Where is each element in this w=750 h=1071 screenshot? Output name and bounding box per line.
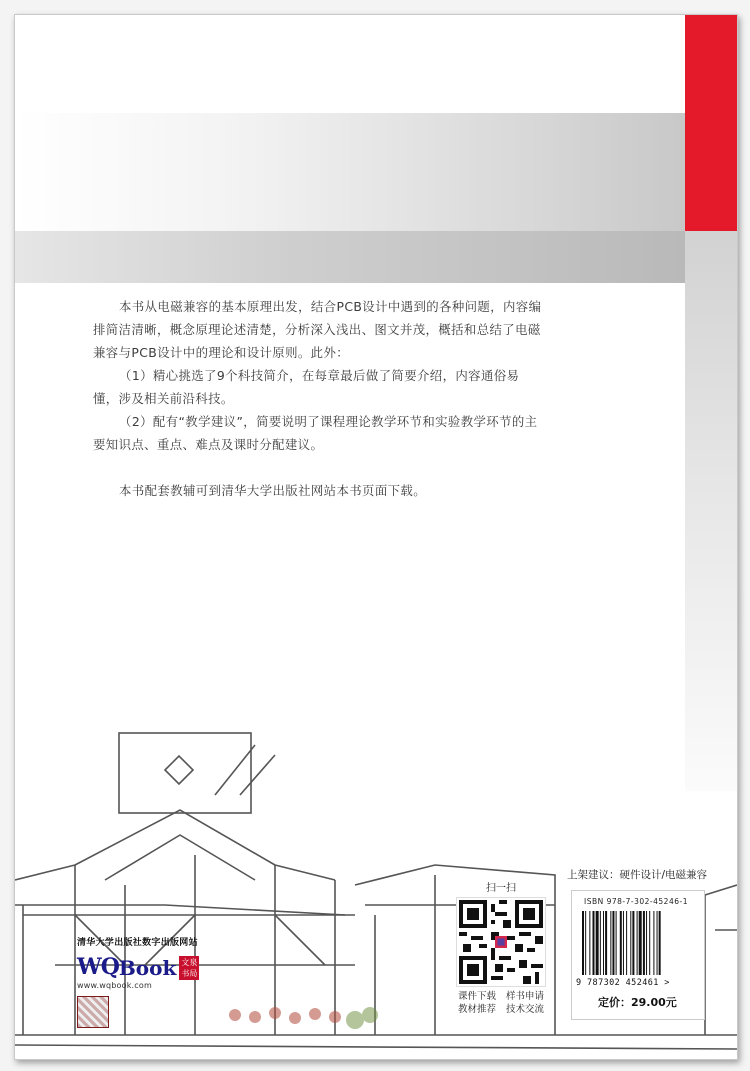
shelf-suggestion: 上架建议：硬件设计/电磁兼容 bbox=[567, 869, 708, 881]
publisher-block bbox=[77, 935, 237, 1028]
dark-gray-band bbox=[15, 231, 685, 283]
book-price: 定价：29.00元 bbox=[598, 996, 677, 1009]
logo-book-text: Book bbox=[118, 956, 177, 980]
barcode-digits: 9 787302 452461 > bbox=[576, 978, 670, 988]
description-paragraph-feature-2: （2）配有“教学建议”，简要说明了课程理论教学环节和实验教学环节的主要知识点、重点、难点及课时分配建议。 bbox=[93, 414, 538, 452]
description-paragraph-download: 本书配套教辅可到清华大学出版社网站本书页面下载。 bbox=[119, 483, 427, 498]
qr-labels bbox=[455, 990, 547, 1016]
qr-title: 扫一扫 bbox=[486, 883, 516, 894]
publisher-site-name: 清华大学出版社数字出版网站 bbox=[77, 938, 198, 948]
gray-gradient-band bbox=[15, 113, 685, 231]
description-paragraph-intro: 本书从电磁兼容的基本原理出发，结合PCB设计中遇到的各种问题，内容编排简洁清晰，概念原理论述清楚，分析深入浅出、图文并茂，概括和总结了电磁兼容与PCB设计中的理论和设计原则。此外： bbox=[93, 299, 542, 360]
publisher-url: www.wqbook.com bbox=[77, 981, 152, 990]
red-accent-bar bbox=[685, 15, 737, 231]
qr-label-left bbox=[455, 990, 499, 1016]
qr-label-courseware: 课件下载 bbox=[457, 991, 496, 1002]
qr-code-graphic bbox=[459, 900, 543, 984]
barcode-icon bbox=[582, 911, 694, 975]
isbn-number: ISBN 978-7-302-45246-1 bbox=[584, 897, 688, 906]
logo-stamp-line-2: 书局 bbox=[181, 969, 198, 978]
logo-wq-text: WQ bbox=[77, 954, 119, 980]
description-paragraph-feature-1: （1）精心挑选了9个科技简介，在每章最后做了简要介绍，内容通俗易懂，涉及相关前沿科技。 bbox=[93, 368, 520, 406]
qr-label-tech: 技术交流 bbox=[505, 1004, 544, 1015]
wqbook-logo bbox=[77, 954, 237, 980]
qr-label-sample: 样书申请 bbox=[505, 991, 544, 1002]
book-description bbox=[93, 295, 543, 502]
qr-label-right bbox=[503, 990, 547, 1016]
publisher-emblem-icon bbox=[77, 996, 109, 1028]
right-gradient-strip bbox=[685, 231, 737, 791]
qr-code-icon[interactable] bbox=[457, 898, 545, 986]
book-back-cover bbox=[14, 14, 738, 1060]
isbn-barcode-card bbox=[571, 890, 705, 1020]
qr-block bbox=[455, 879, 547, 1016]
qr-label-recommend: 教材推荐 bbox=[457, 1004, 496, 1015]
logo-stamp-line-1: 文泉 bbox=[181, 958, 198, 967]
logo-stamp bbox=[179, 956, 199, 980]
